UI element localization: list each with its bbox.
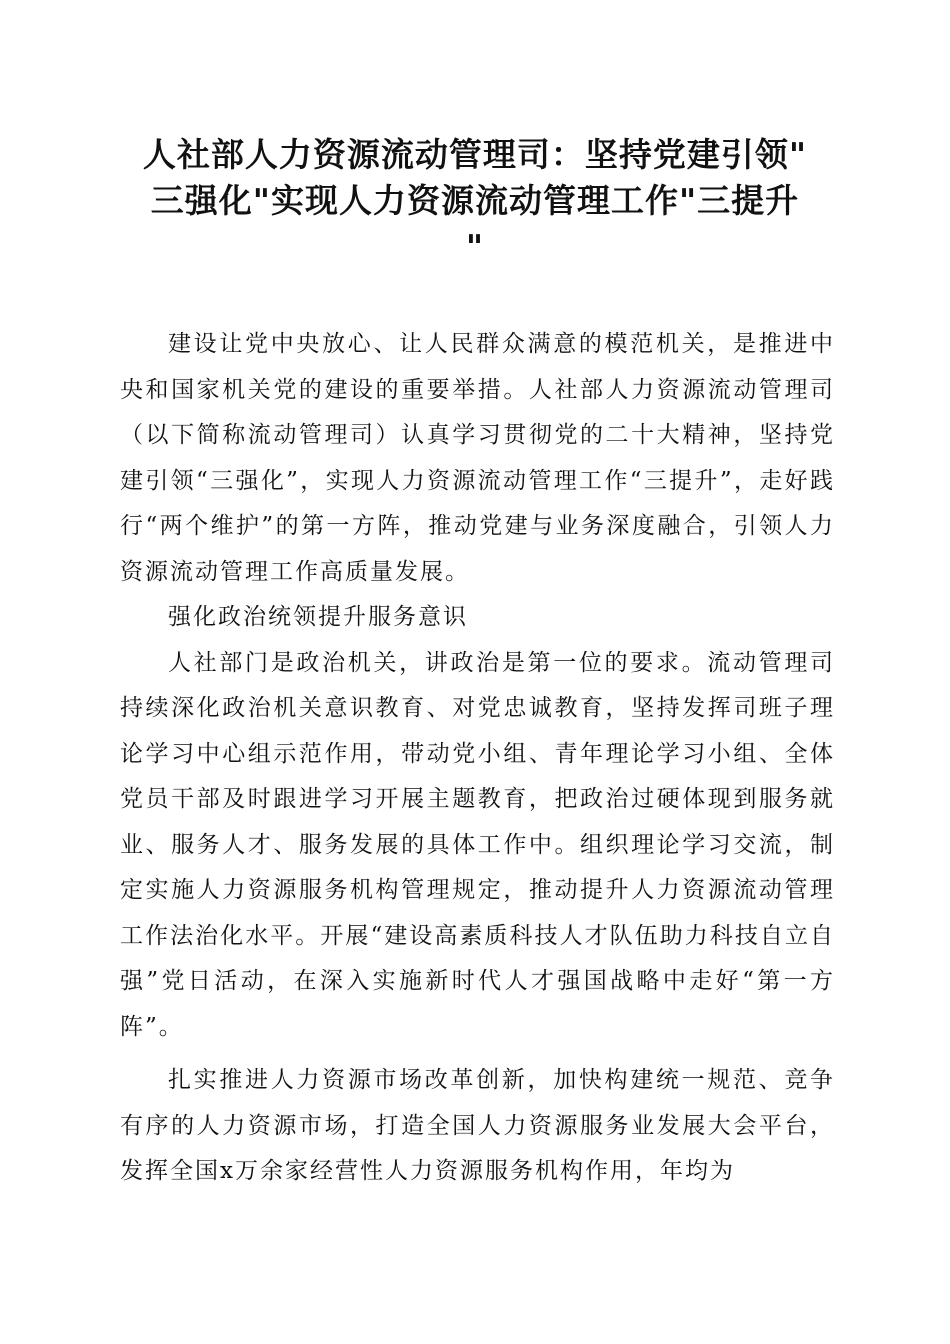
document-title: [110, 132, 840, 270]
document-body: [120, 322, 835, 1195]
section-heading: 强化政治统领提升服务意识: [168, 604, 468, 630]
title-line-1: 人社部人力资源流动管理司：坚持党建引领": [142, 135, 808, 174]
body-paragraph: 人社部门是政治机关，讲政治是第一位的要求。流动管理司持续深化政治机关意识教育、对党忠诚教育，坚持发挥司班子理论学习中心组示范作用，带动党小组、青年理论学习小组、全体党员干部及时跟进学习开展主题教育，把政治过硬体现到服务就业、服务人才、服务发展的具体工作中。组织理论学习交流，制定实施人力资源服务机构管理规定，推动提升人力资源流动管理工作法治化水平。开展“建设高素质科技人才队伍助力科技自立自强”党日活动，在深入实施新时代人才强国战略中走好“第一方阵”。: [120, 649, 835, 1040]
intro-paragraph: 建设让党中央放心、让人民群众满意的模范机关，是推进中央和国家机关党的建设的重要举措。人社部人力资源流动管理司（以下简称流动管理司）认真学习贯彻党的二十大精神，坚持党建引领“三强化”，实现人力资源流动管理工作“三提升”，走好践行“两个维护”的第一方阵，推动党建与业务深度融合，引领人力资源流动管理工作高质量发展。: [120, 331, 835, 585]
title-line-2: 三强化"实现人力资源流动管理工作"三提升: [150, 181, 800, 220]
body-paragraph: 扎实推进人力资源市场改革创新，加快构建统一规范、竞争有序的人力资源市场，打造全国人力资源服务业发展大会平台，发挥全国x万余家经营性人力资源服务机构作用，年均为: [120, 1067, 835, 1184]
title-line-3: ": [465, 227, 485, 266]
